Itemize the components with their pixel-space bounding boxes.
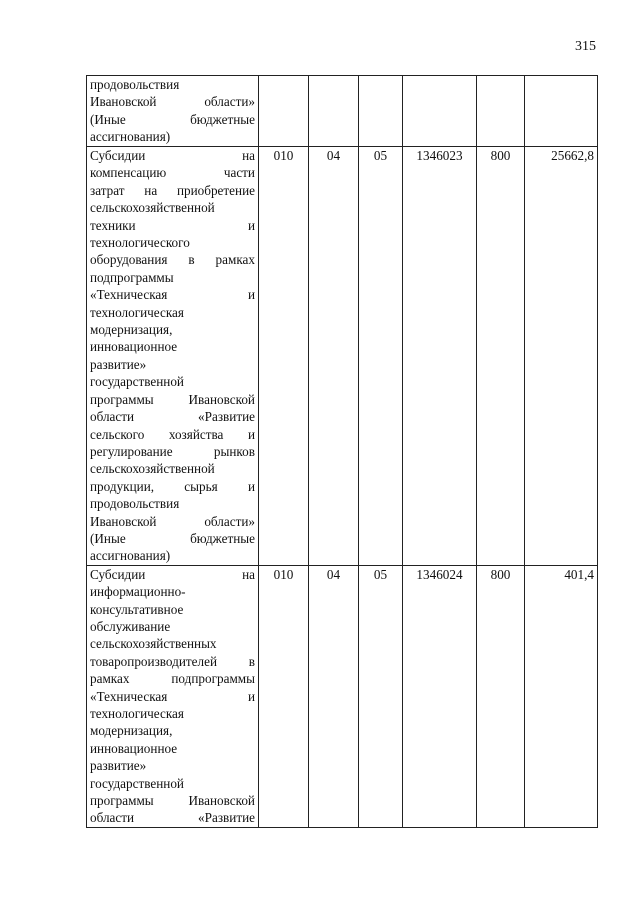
subsection-cell: 05 [359, 147, 403, 566]
description-line: оборудования в рамках [90, 252, 255, 268]
description-line: Ивановской области» [90, 94, 255, 110]
section-cell: 04 [309, 565, 359, 827]
target-article-cell: 1346024 [403, 565, 477, 827]
target-article-cell: 1346023 [403, 147, 477, 566]
description-line: (Иные бюджетные [90, 111, 255, 127]
description-line: развитие» [90, 758, 147, 774]
table-row [87, 147, 598, 566]
description-line: техники и [90, 217, 255, 233]
description-line: технологическая [90, 304, 184, 320]
description-line: Субсидии на [90, 148, 255, 163]
subsection-cell: 05 [359, 565, 403, 827]
description-line: обслуживание [90, 618, 171, 634]
description-line: государственной [90, 374, 184, 390]
expense-type-cell [477, 76, 525, 147]
description-line: продукции, сырья и [90, 478, 255, 494]
page-number: 315 [575, 39, 596, 54]
admin-code-cell: 010 [259, 565, 309, 827]
amount-cell: 401,4 [525, 565, 598, 827]
amount-cell: 25662,8 [525, 147, 598, 566]
table-row [87, 565, 598, 827]
description-line: (Иные бюджетные [90, 530, 255, 546]
section-cell [309, 76, 359, 147]
description-line: подпрограммы [90, 269, 174, 285]
description-cell [87, 76, 259, 147]
section-cell: 04 [309, 147, 359, 566]
description-line: программы Ивановской [90, 793, 255, 809]
description-line: продовольствия [90, 77, 180, 92]
description-line: технологического [90, 235, 190, 251]
description-line: инновационное [90, 339, 178, 355]
description-line: товаропроизводителей в [90, 653, 255, 669]
description-line: «Техническая и [90, 688, 255, 704]
description-line: области «Развитие [90, 810, 255, 826]
target-article-cell [403, 76, 477, 147]
expense-type-cell: 800 [477, 565, 525, 827]
description-line: области «Развитие [90, 409, 255, 425]
description-line: сельскохозяйственной [90, 461, 215, 477]
description-line: компенсацию части [90, 165, 255, 181]
description-line: «Техническая и [90, 287, 255, 303]
description-line: затрат на приобретение [90, 182, 255, 198]
table-row [87, 76, 598, 147]
description-line: государственной [90, 775, 184, 791]
admin-code-cell [259, 76, 309, 147]
description-line: сельского хозяйства и [90, 426, 255, 442]
description-line: модернизация, [90, 322, 173, 338]
description-line: ассигнования) [90, 548, 171, 564]
budget-table [86, 75, 598, 828]
expense-type-cell: 800 [477, 147, 525, 566]
description-line: развитие» [90, 356, 147, 372]
subsection-cell [359, 76, 403, 147]
description-line: продовольствия [90, 496, 180, 512]
description-cell [87, 565, 259, 827]
description-line: технологическая [90, 706, 184, 721]
description-line: Ивановской области» [90, 513, 255, 529]
admin-code-cell: 010 [259, 147, 309, 566]
description-line: регулирование рынков [90, 443, 255, 459]
description-line: информационно- [90, 584, 186, 600]
description-line: Субсидии на [90, 566, 255, 582]
description-line: консультативное [90, 601, 184, 617]
amount-cell [525, 76, 598, 147]
description-cell [87, 147, 259, 566]
description-line: ассигнования) [90, 129, 171, 145]
description-line: модернизация, [90, 723, 173, 739]
description-line: рамках подпрограммы [90, 671, 255, 687]
description-line: программы Ивановской [90, 391, 255, 407]
description-line: сельскохозяйственных [90, 636, 217, 652]
description-line: инновационное [90, 740, 178, 756]
description-line: сельскохозяйственной [90, 200, 215, 216]
